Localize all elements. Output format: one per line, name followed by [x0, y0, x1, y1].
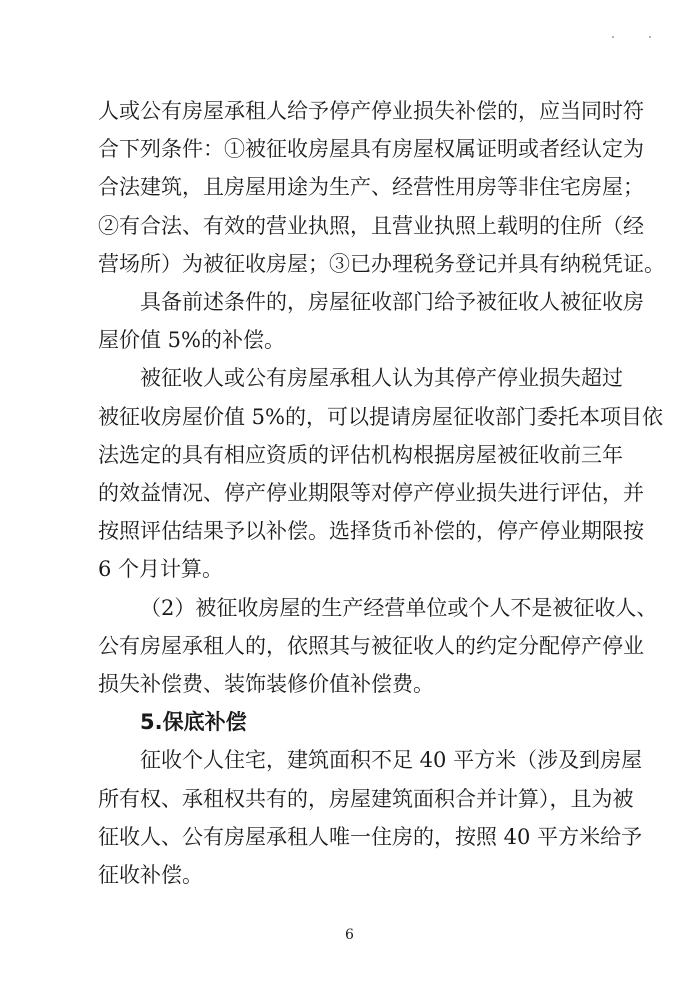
body-line: 被征收房屋价值 5%的，可以提请房屋征收部门委托本项目依 [98, 404, 663, 429]
body-line: 征收个人住宅，建筑面积不足 40 平方米（涉及到房屋 [140, 748, 643, 773]
body-line: 征收人、公有房屋承租人唯一住房的，按照 40 平方米给予 [98, 824, 643, 849]
body-line: 按照评估结果予以补偿。选择货币补偿的，停产停业期限按 [98, 519, 644, 544]
body-line: 征收补偿。 [98, 863, 203, 887]
body-line: 的效益情况、停产停业期限等对停产停业损失进行评估，并 [98, 481, 644, 505]
section-heading: 5.保底补偿 [140, 710, 247, 735]
body-line: 公有房屋承租人的，依照其与被征收人的约定分配停产停业 [98, 633, 644, 658]
body-line: 合法建筑，且房屋用途为生产、经营性用房等非住宅房屋； [98, 175, 644, 200]
body-line: 损失补偿费、装饰装修价值补偿费。 [98, 672, 434, 696]
body-line: 合下列条件：①被征收房屋具有房屋权属证明或者经认定为 [98, 137, 644, 162]
body-line: 具备前述条件的，房屋征收部门给予被征收人被征收房 [140, 290, 644, 314]
body-line: 6 个月计算。 [98, 557, 224, 582]
body-line: 被征收人或公有房屋承租人认为其停产停业损失超过 [140, 366, 623, 391]
body-line: 所有权、承租权共有的，房屋建筑面积合并计算），且为被 [98, 786, 634, 811]
body-line: 营场所）为被征收房屋；③已办理税务登记并具有纳税凭证。 [98, 251, 665, 276]
scan-speck [612, 36, 614, 38]
body-line: 法选定的具有相应资质的评估机构根据房屋被征收前三年 [98, 442, 623, 467]
body-line: （2）被征收房屋的生产经营单位或个人不是被征收人、 [140, 595, 658, 620]
body-line: ②有合法、有效的营业执照，且营业执照上载明的住所（经 [98, 213, 644, 238]
page-number: 6 [345, 927, 354, 943]
body-line: 屋价值 5%的补偿。 [98, 328, 285, 353]
body-line: 人或公有房屋承租人给予停产停业损失补偿的，应当同时符 [98, 99, 644, 123]
scan-speck [649, 36, 651, 38]
